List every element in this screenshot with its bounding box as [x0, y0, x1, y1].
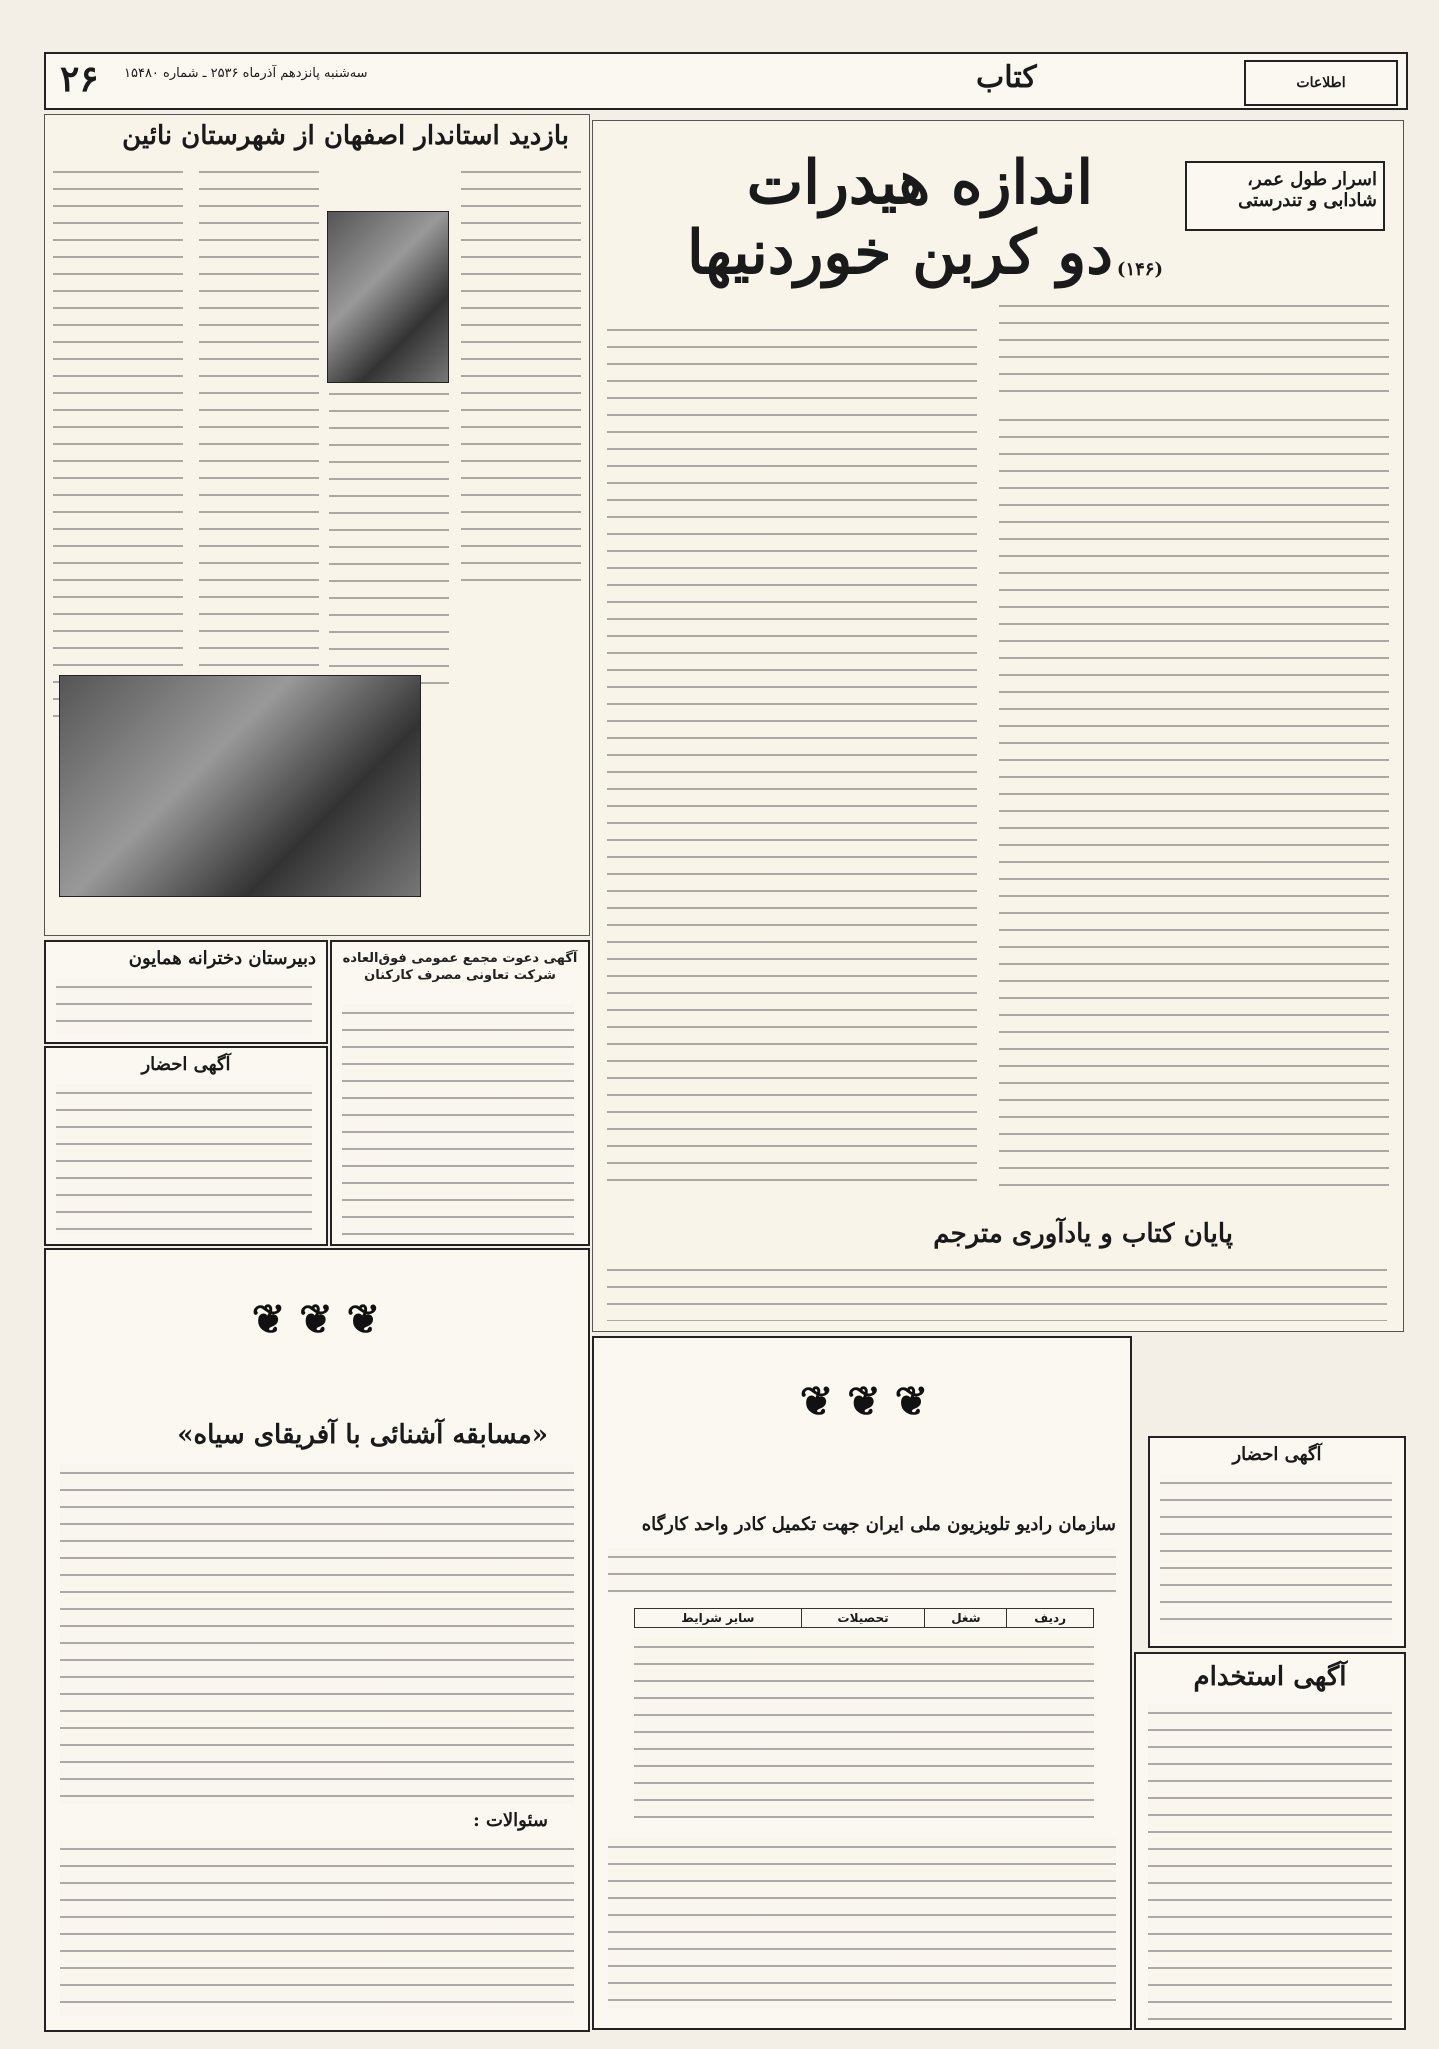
- nain-text-2: [199, 163, 319, 723]
- radio-tv-ad: [592, 1336, 1132, 2030]
- employment-ad: [1134, 1652, 1406, 2030]
- school-ad-text: [56, 978, 312, 1034]
- book-column: [592, 120, 1404, 1332]
- ettelaat-logo: اطلاعات: [1244, 60, 1398, 106]
- nain-text-3: [53, 163, 183, 723]
- nain-headline: بازدید استاندار اصفهان از شهرستان نائین: [122, 121, 569, 151]
- page-number: ۲۶: [60, 58, 99, 100]
- governor-photo-portrait: [327, 211, 449, 383]
- book-headline-2: دو کربن خوردنیها: [686, 218, 1113, 288]
- school-ad: [44, 940, 328, 1044]
- series-logo: [1185, 161, 1385, 231]
- jobs-col-job: شغل: [925, 1609, 1007, 1628]
- africa-contest-title: «مسابقه آشنائی با آفریقای سیاه»: [177, 1420, 548, 1450]
- meeting-ad: [330, 940, 590, 1246]
- series-title: اسرار طول عمر، شادابی و تندرستی: [1238, 169, 1377, 211]
- jobs-col-education: تحصیلات: [801, 1609, 925, 1628]
- meeting-ad-text: [342, 1004, 574, 1236]
- section-title: کتاب: [976, 60, 1037, 95]
- school-ad-title: دبیرستان دخترانه همایون: [128, 948, 316, 969]
- radio-tv-title: سازمان رادیو تلویزیون ملی ایران جهت تکمیل کادر واحد کارگاه: [641, 1514, 1116, 1535]
- summons-ad-2-text: [1160, 1474, 1392, 1634]
- ornament-icon: ❦ ❦ ❦: [251, 1296, 381, 1343]
- newspaper-page: [44, 52, 1404, 2022]
- translator-note: [607, 1261, 1387, 1321]
- nain-text-1: [461, 163, 581, 583]
- summons-ad-title: آگهی احضار: [141, 1054, 231, 1075]
- meeting-ad-title: آگهی دعوت مجمع عمومی فوق‌العاده شرکت تعاونی مصرف کارکنان: [342, 951, 578, 983]
- date-line: سه‌شنبه پانزدهم آذرماه ۲۵۳۶ ـ شماره ۱۵۴۸۰: [124, 66, 368, 81]
- jobs-col-other: سایر شرایط: [635, 1609, 802, 1628]
- summons-ad-2-title: آگهی احضار: [1232, 1444, 1322, 1465]
- summons-ad-text: [56, 1084, 312, 1234]
- nain-text-4: [329, 385, 449, 695]
- radio-tv-text: [608, 1548, 1116, 1594]
- ornament-icon-2: ❦ ❦ ❦: [799, 1378, 929, 1425]
- jobs-table-rows: [634, 1638, 1094, 1818]
- africa-contest-text: [60, 1464, 574, 1804]
- end-title: پایان کتاب و یادآوری مترجم: [933, 1219, 1233, 1249]
- book-headline-1: اندازه هیدرات: [746, 148, 1093, 218]
- registration-terms: [608, 1838, 1116, 2008]
- employment-ad-text: [1148, 1704, 1392, 2020]
- ceremony-photo: [59, 675, 421, 897]
- employment-ad-title: آگهی استخدام: [1193, 1662, 1347, 1692]
- africa-questions-list: [60, 1840, 574, 2016]
- africa-questions-label: سئوالات :: [473, 1810, 548, 1831]
- food-table-right: [999, 411, 1389, 1201]
- intro-text: [999, 297, 1389, 407]
- africa-contest-ad: [44, 1248, 590, 2032]
- jobs-col-row: ردیف: [1007, 1609, 1094, 1628]
- nain-article: [44, 114, 590, 936]
- jobs-table-header: [635, 1609, 1094, 1628]
- food-table-left: [607, 321, 977, 1191]
- jobs-table: [634, 1608, 1094, 1628]
- summons-ad-2: [1148, 1436, 1406, 1648]
- page-header: [44, 52, 1408, 110]
- summons-ad: [44, 1046, 328, 1246]
- part-number: (۱۴۶): [1116, 259, 1163, 280]
